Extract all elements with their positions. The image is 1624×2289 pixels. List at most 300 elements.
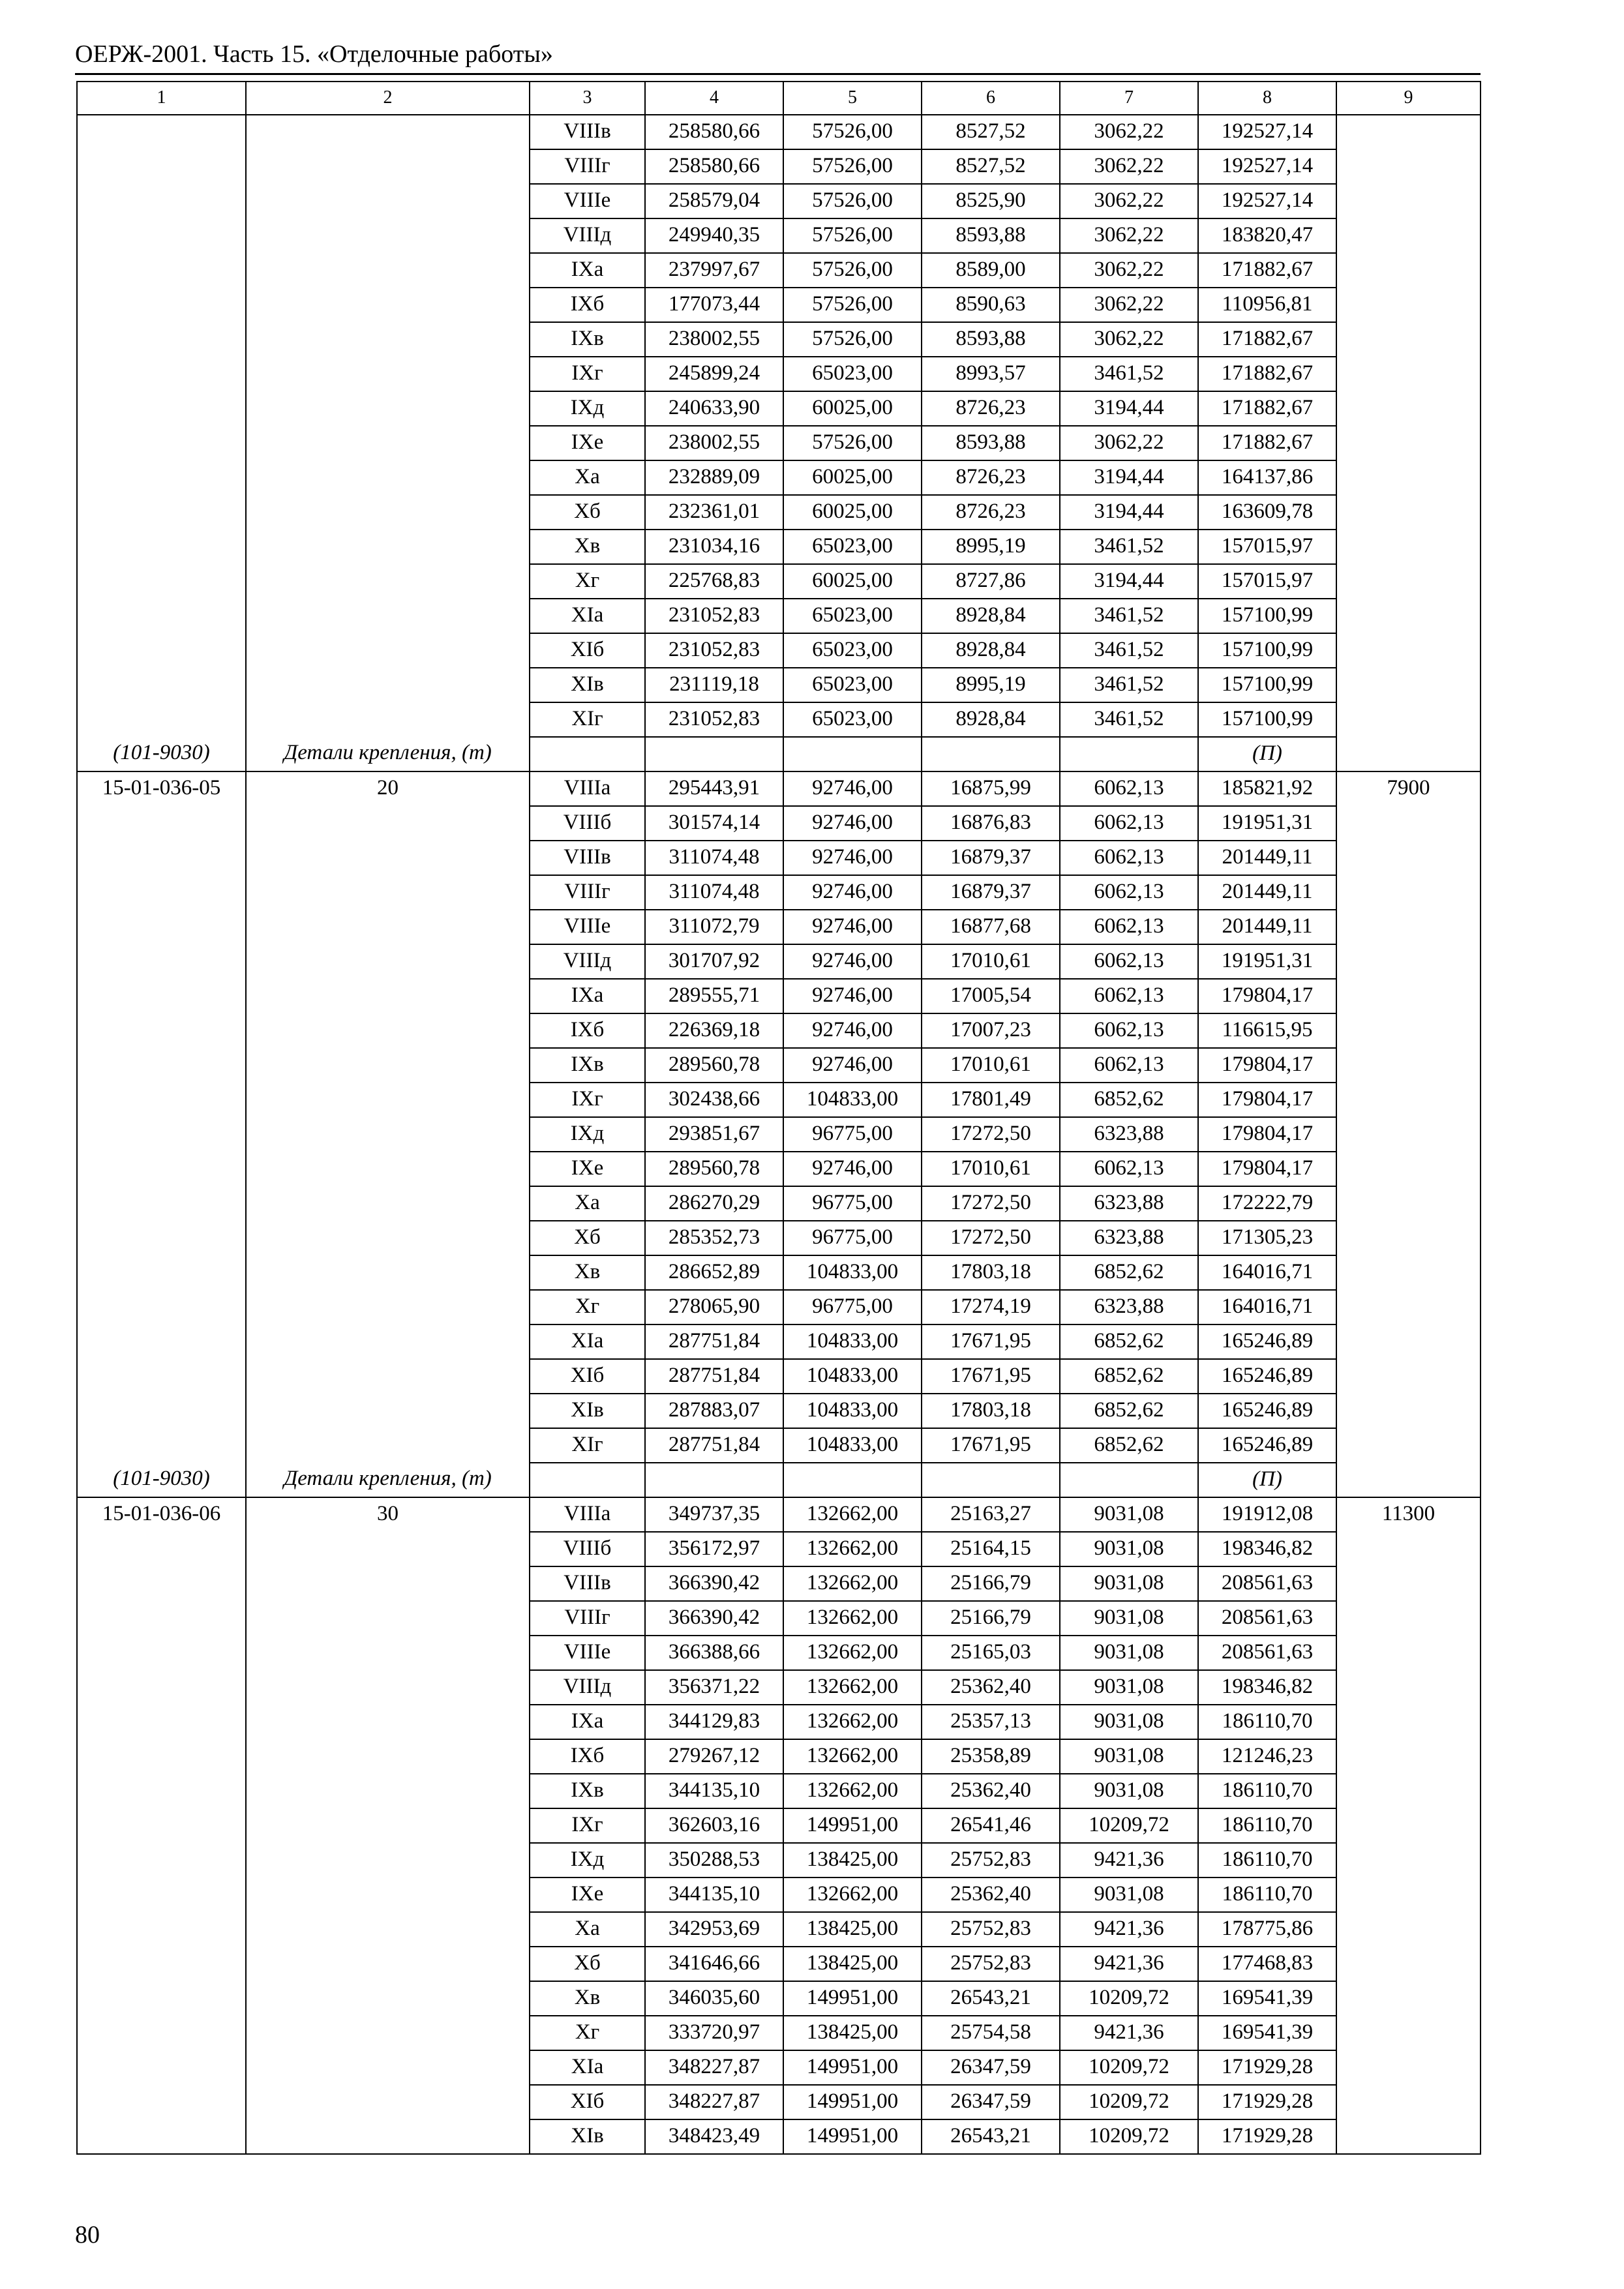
value-cell: 96775,00 <box>783 1117 922 1152</box>
value-cell: 26347,59 <box>922 2085 1060 2119</box>
table-row <box>77 1532 1481 1566</box>
value-cell: 258580,66 <box>645 115 783 149</box>
column-number: 5 <box>783 82 922 115</box>
value-cell: 121246,23 <box>1198 1739 1336 1774</box>
rate-code-cell <box>77 1359 246 1394</box>
value-cell: 177468,83 <box>1198 1947 1336 1981</box>
rates-table-body <box>77 82 1481 2154</box>
value-cell: 258579,04 <box>645 184 783 218</box>
value-cell: 132662,00 <box>783 1532 922 1566</box>
value-cell: 9031,08 <box>1060 1566 1198 1601</box>
value-cell: 198346,82 <box>1198 1532 1336 1566</box>
table-row <box>77 1912 1481 1947</box>
value-cell: 57526,00 <box>783 426 922 460</box>
value-cell: 249940,35 <box>645 218 783 253</box>
value-cell: 8593,88 <box>922 426 1060 460</box>
table-row <box>77 149 1481 184</box>
table-row <box>77 218 1481 253</box>
value-cell: 311074,48 <box>645 875 783 910</box>
value-cell: 344135,10 <box>645 1774 783 1808</box>
rate-code-cell <box>77 633 246 668</box>
table-row <box>77 460 1481 495</box>
zone-cell: IXг <box>530 357 645 391</box>
table-row <box>77 253 1481 288</box>
value-cell: 287751,84 <box>645 1428 783 1463</box>
value-cell: 311072,79 <box>645 910 783 944</box>
value-cell: 96775,00 <box>783 1221 922 1255</box>
table-row <box>77 391 1481 426</box>
material-qty-cell <box>1336 184 1481 218</box>
value-cell: 165246,89 <box>1198 1324 1336 1359</box>
value-cell: 348227,87 <box>645 2085 783 2119</box>
parameter-cell <box>246 1601 530 1636</box>
value-cell: 132662,00 <box>783 1601 922 1636</box>
value-cell: 17274,19 <box>922 1290 1060 1324</box>
value-cell: 16877,68 <box>922 910 1060 944</box>
empty-cell <box>530 737 645 771</box>
parameter-cell <box>246 288 530 322</box>
rate-code-cell <box>77 1428 246 1463</box>
value-cell: 185821,92 <box>1198 771 1336 806</box>
material-qty-cell <box>1336 564 1481 599</box>
zone-cell: IXд <box>530 1843 645 1878</box>
value-cell: 165246,89 <box>1198 1428 1336 1463</box>
parameter-cell <box>246 1359 530 1394</box>
material-qty-cell <box>1336 668 1481 702</box>
material-qty-cell <box>1336 253 1481 288</box>
table-row <box>77 668 1481 702</box>
table-row <box>77 910 1481 944</box>
material-qty-cell <box>1336 1083 1481 1117</box>
zone-cell: VIIIв <box>530 841 645 875</box>
column-number: 8 <box>1198 82 1336 115</box>
value-cell: 171929,28 <box>1198 2085 1336 2119</box>
table-row <box>77 184 1481 218</box>
value-cell: 92746,00 <box>783 910 922 944</box>
value-cell: 8726,23 <box>922 460 1060 495</box>
zone-cell: XIг <box>530 1428 645 1463</box>
value-cell: 25752,83 <box>922 1843 1060 1878</box>
material-qty-cell: 11300 <box>1336 1497 1481 1532</box>
parameter-cell <box>246 599 530 633</box>
value-cell: 201449,11 <box>1198 875 1336 910</box>
value-cell: 8928,84 <box>922 702 1060 737</box>
value-cell: 295443,91 <box>645 771 783 806</box>
value-cell: 149951,00 <box>783 1808 922 1843</box>
value-cell: 333720,97 <box>645 2016 783 2050</box>
value-cell: 178775,86 <box>1198 1912 1336 1947</box>
value-cell: 238002,55 <box>645 322 783 357</box>
value-cell: 17803,18 <box>922 1255 1060 1290</box>
rate-code-cell <box>77 357 246 391</box>
value-cell: 92746,00 <box>783 771 922 806</box>
value-cell: 350288,53 <box>645 1843 783 1878</box>
table-row <box>77 1152 1481 1186</box>
table-row <box>77 288 1481 322</box>
value-cell: 225768,83 <box>645 564 783 599</box>
parameter-cell <box>246 322 530 357</box>
rate-code-cell <box>77 1670 246 1705</box>
value-cell: 104833,00 <box>783 1255 922 1290</box>
value-cell: 344129,83 <box>645 1705 783 1739</box>
zone-cell: XIв <box>530 2119 645 2154</box>
value-cell: 171305,23 <box>1198 1221 1336 1255</box>
value-cell: 6062,13 <box>1060 979 1198 1013</box>
value-cell: 349737,35 <box>645 1497 783 1532</box>
value-cell: 6323,88 <box>1060 1117 1198 1152</box>
material-qty-cell <box>1336 115 1481 149</box>
value-cell: 26541,46 <box>922 1808 1060 1843</box>
value-cell: 25166,79 <box>922 1601 1060 1636</box>
rate-code-cell <box>77 391 246 426</box>
page-number: 80 <box>75 2221 100 2249</box>
zone-cell: XIб <box>530 633 645 668</box>
value-cell: 132662,00 <box>783 1497 922 1532</box>
value-cell: 231052,83 <box>645 599 783 633</box>
material-qty-cell <box>1336 1912 1481 1947</box>
table-row <box>77 1601 1481 1636</box>
table-row <box>77 1428 1481 1463</box>
table-row <box>77 357 1481 391</box>
rate-code-cell <box>77 253 246 288</box>
value-cell: 341646,66 <box>645 1947 783 1981</box>
zone-cell: IXд <box>530 1117 645 1152</box>
value-cell: 164016,71 <box>1198 1290 1336 1324</box>
material-qty-cell <box>1336 1186 1481 1221</box>
parameter-cell <box>246 1394 530 1428</box>
value-cell: 10209,72 <box>1060 1981 1198 2016</box>
value-cell: 9421,36 <box>1060 1912 1198 1947</box>
value-cell: 186110,70 <box>1198 1774 1336 1808</box>
value-cell: 16875,99 <box>922 771 1060 806</box>
value-cell: 245899,24 <box>645 357 783 391</box>
rate-code-cell <box>77 1532 246 1566</box>
material-qty-cell <box>1336 599 1481 633</box>
value-cell: 286270,29 <box>645 1186 783 1221</box>
value-cell: 25362,40 <box>922 1670 1060 1705</box>
value-cell: 96775,00 <box>783 1186 922 1221</box>
zone-cell: Xв <box>530 1981 645 2016</box>
parameter-cell <box>246 149 530 184</box>
value-cell: 16879,37 <box>922 875 1060 910</box>
material-qty-cell <box>1336 1843 1481 1878</box>
value-cell: 9031,08 <box>1060 1532 1198 1566</box>
material-qty-cell <box>1336 1636 1481 1670</box>
parameter-cell <box>246 1843 530 1878</box>
rate-code-cell <box>77 1324 246 1359</box>
parameter-cell <box>246 1083 530 1117</box>
table-row <box>77 1566 1481 1601</box>
page-header-title: ОЕРЖ-2001. Часть 15. «Отделочные работы» <box>75 40 553 68</box>
value-cell: 6852,62 <box>1060 1255 1198 1290</box>
zone-cell: Xб <box>530 1221 645 1255</box>
value-cell: 238002,55 <box>645 426 783 460</box>
value-cell: 26543,21 <box>922 2119 1060 2154</box>
parameter-cell <box>246 218 530 253</box>
value-cell: 26543,21 <box>922 1981 1060 2016</box>
zone-cell: XIб <box>530 2085 645 2119</box>
parameter-cell <box>246 1013 530 1048</box>
value-cell: 183820,47 <box>1198 218 1336 253</box>
value-cell: 8928,84 <box>922 633 1060 668</box>
material-qty-cell <box>1336 495 1481 530</box>
rate-code-cell <box>77 460 246 495</box>
value-cell: 138425,00 <box>783 2016 922 2050</box>
value-cell: 60025,00 <box>783 391 922 426</box>
empty-cell <box>1060 1463 1198 1497</box>
column-number: 4 <box>645 82 783 115</box>
table-row <box>77 702 1481 737</box>
parameter-cell <box>246 115 530 149</box>
rate-code-cell <box>77 1636 246 1670</box>
value-cell: 9031,08 <box>1060 1705 1198 1739</box>
rate-code-cell <box>77 1878 246 1912</box>
value-cell: 104833,00 <box>783 1359 922 1394</box>
parameter-cell <box>246 2119 530 2154</box>
value-cell: 301574,14 <box>645 806 783 841</box>
value-cell: 65023,00 <box>783 530 922 564</box>
table-row <box>77 495 1481 530</box>
value-cell: 157100,99 <box>1198 668 1336 702</box>
zone-cell: IXв <box>530 1774 645 1808</box>
value-cell: 8593,88 <box>922 218 1060 253</box>
material-name-cell: Детали крепления, (т) <box>246 1463 530 1497</box>
table-row <box>77 1774 1481 1808</box>
value-cell: 186110,70 <box>1198 1843 1336 1878</box>
value-cell: 232889,09 <box>645 460 783 495</box>
value-cell: 6062,13 <box>1060 771 1198 806</box>
rate-code-cell <box>77 149 246 184</box>
value-cell: 201449,11 <box>1198 841 1336 875</box>
rate-code-cell <box>77 1083 246 1117</box>
value-cell: 25362,40 <box>922 1774 1060 1808</box>
material-qty-cell <box>1336 1878 1481 1912</box>
value-cell: 10209,72 <box>1060 1808 1198 1843</box>
rate-code-cell <box>77 564 246 599</box>
value-cell: 171882,67 <box>1198 426 1336 460</box>
value-cell: 3461,52 <box>1060 599 1198 633</box>
rate-code-cell <box>77 1774 246 1808</box>
parameter-cell <box>246 184 530 218</box>
value-cell: 240633,90 <box>645 391 783 426</box>
value-cell: 149951,00 <box>783 2050 922 2085</box>
value-cell: 57526,00 <box>783 218 922 253</box>
zone-cell: IXе <box>530 426 645 460</box>
rate-code-cell <box>77 1394 246 1428</box>
value-cell: 192527,14 <box>1198 184 1336 218</box>
material-qty-cell <box>1336 1359 1481 1394</box>
value-cell: 3194,44 <box>1060 460 1198 495</box>
value-cell: 192527,14 <box>1198 149 1336 184</box>
material-qty-cell <box>1336 875 1481 910</box>
table-row <box>77 979 1481 1013</box>
material-qty-cell <box>1336 910 1481 944</box>
value-cell: 192527,14 <box>1198 115 1336 149</box>
value-cell: 149951,00 <box>783 2119 922 2154</box>
value-cell: 9031,08 <box>1060 1739 1198 1774</box>
value-cell: 237997,67 <box>645 253 783 288</box>
value-cell: 132662,00 <box>783 1705 922 1739</box>
value-cell: 25754,58 <box>922 2016 1060 2050</box>
parameter-cell <box>246 1947 530 1981</box>
value-cell: 179804,17 <box>1198 979 1336 1013</box>
rate-code-cell <box>77 1912 246 1947</box>
value-cell: 231119,18 <box>645 668 783 702</box>
value-cell: 132662,00 <box>783 1566 922 1601</box>
value-cell: 9031,08 <box>1060 1636 1198 1670</box>
zone-cell: XIг <box>530 702 645 737</box>
rate-code-cell: 15-01-036-06 <box>77 1497 246 1532</box>
zone-cell: XIа <box>530 1324 645 1359</box>
table-row <box>77 1739 1481 1774</box>
value-cell: 208561,63 <box>1198 1636 1336 1670</box>
value-cell: 6852,62 <box>1060 1324 1198 1359</box>
material-qty-cell <box>1336 1566 1481 1601</box>
rate-code-cell <box>77 1739 246 1774</box>
table-row <box>77 1290 1481 1324</box>
zone-cell: IXб <box>530 288 645 322</box>
rate-code-cell <box>77 2085 246 2119</box>
zone-cell: VIIIб <box>530 806 645 841</box>
table-row <box>77 2016 1481 2050</box>
value-cell: 104833,00 <box>783 1394 922 1428</box>
rate-code-cell <box>77 910 246 944</box>
zone-cell: VIIIд <box>530 944 645 979</box>
rate-code-cell <box>77 668 246 702</box>
value-cell: 171929,28 <box>1198 2050 1336 2085</box>
value-cell: 3461,52 <box>1060 702 1198 737</box>
value-cell: 8525,90 <box>922 184 1060 218</box>
value-cell: 132662,00 <box>783 1878 922 1912</box>
value-cell: 132662,00 <box>783 1774 922 1808</box>
value-cell: 57526,00 <box>783 253 922 288</box>
rates-table <box>76 81 1481 2155</box>
value-cell: 10209,72 <box>1060 2119 1198 2154</box>
table-row <box>77 944 1481 979</box>
value-cell: 104833,00 <box>783 1428 922 1463</box>
value-cell: 3062,22 <box>1060 426 1198 460</box>
zone-cell: IXб <box>530 1013 645 1048</box>
rate-code-cell <box>77 841 246 875</box>
material-qty-cell <box>1336 1117 1481 1152</box>
material-qty-cell <box>1336 1601 1481 1636</box>
value-cell: 191912,08 <box>1198 1497 1336 1532</box>
value-cell: 258580,66 <box>645 149 783 184</box>
value-cell: 179804,17 <box>1198 1048 1336 1083</box>
empty-cell <box>530 1463 645 1497</box>
parameter-cell <box>246 1912 530 1947</box>
value-cell: 366390,42 <box>645 1601 783 1636</box>
empty-cell <box>783 1463 922 1497</box>
value-cell: 6323,88 <box>1060 1290 1198 1324</box>
value-cell: 208561,63 <box>1198 1601 1336 1636</box>
value-cell: 3461,52 <box>1060 530 1198 564</box>
value-cell: 92746,00 <box>783 1152 922 1186</box>
value-cell: 3062,22 <box>1060 218 1198 253</box>
parameter-cell <box>246 1981 530 2016</box>
value-cell: 17007,23 <box>922 1013 1060 1048</box>
value-cell: 8928,84 <box>922 599 1060 633</box>
parameter-cell <box>246 391 530 426</box>
zone-cell: Xа <box>530 1186 645 1221</box>
value-cell: 6852,62 <box>1060 1428 1198 1463</box>
rate-code-cell <box>77 1947 246 1981</box>
value-cell: 362603,16 <box>645 1808 783 1843</box>
table-row <box>77 1324 1481 1359</box>
rate-code-cell <box>77 530 246 564</box>
rate-code-cell <box>77 1255 246 1290</box>
value-cell: 16879,37 <box>922 841 1060 875</box>
zone-cell: VIIIб <box>530 1532 645 1566</box>
value-cell: 179804,17 <box>1198 1117 1336 1152</box>
material-qty-cell <box>1336 2050 1481 2085</box>
material-unit-cell: (П) <box>1198 737 1336 771</box>
zone-cell: IXг <box>530 1808 645 1843</box>
zone-cell: VIIIд <box>530 218 645 253</box>
value-cell: 149951,00 <box>783 2085 922 2119</box>
parameter-cell <box>246 1428 530 1463</box>
rate-code-cell <box>77 322 246 357</box>
value-cell: 231034,16 <box>645 530 783 564</box>
value-cell: 342953,69 <box>645 1912 783 1947</box>
zone-cell: VIIIд <box>530 1670 645 1705</box>
material-qty-cell <box>1336 1324 1481 1359</box>
value-cell: 6323,88 <box>1060 1186 1198 1221</box>
table-row <box>77 806 1481 841</box>
zone-cell: VIIIе <box>530 184 645 218</box>
parameter-cell <box>246 633 530 668</box>
value-cell: 157100,99 <box>1198 633 1336 668</box>
value-cell: 60025,00 <box>783 564 922 599</box>
value-cell: 278065,90 <box>645 1290 783 1324</box>
empty-cell <box>922 1463 1060 1497</box>
zone-cell: XIа <box>530 599 645 633</box>
value-cell: 6323,88 <box>1060 1221 1198 1255</box>
value-cell: 25362,40 <box>922 1878 1060 1912</box>
value-cell: 65023,00 <box>783 599 922 633</box>
value-cell: 231052,83 <box>645 633 783 668</box>
zone-cell: Xб <box>530 1947 645 1981</box>
material-qty-cell <box>1336 979 1481 1013</box>
rate-code-cell <box>77 1186 246 1221</box>
zone-cell: VIIIг <box>530 875 645 910</box>
value-cell: 17272,50 <box>922 1186 1060 1221</box>
parameter-cell <box>246 530 530 564</box>
value-cell: 311074,48 <box>645 841 783 875</box>
material-qty-cell <box>1336 530 1481 564</box>
parameter-cell <box>246 564 530 599</box>
value-cell: 9031,08 <box>1060 1497 1198 1532</box>
value-cell: 293851,67 <box>645 1117 783 1152</box>
value-cell: 92746,00 <box>783 1013 922 1048</box>
value-cell: 289555,71 <box>645 979 783 1013</box>
value-cell: 132662,00 <box>783 1739 922 1774</box>
empty-cell <box>922 737 1060 771</box>
value-cell: 3461,52 <box>1060 668 1198 702</box>
zone-cell: IXб <box>530 1739 645 1774</box>
value-cell: 6852,62 <box>1060 1359 1198 1394</box>
zone-cell: IXа <box>530 1705 645 1739</box>
value-cell: 60025,00 <box>783 460 922 495</box>
zone-cell: Xг <box>530 2016 645 2050</box>
value-cell: 3194,44 <box>1060 495 1198 530</box>
value-cell: 57526,00 <box>783 184 922 218</box>
zone-cell: IXд <box>530 391 645 426</box>
parameter-cell <box>246 2016 530 2050</box>
value-cell: 6062,13 <box>1060 806 1198 841</box>
material-name-cell: Детали крепления, (т) <box>246 737 530 771</box>
value-cell: 8589,00 <box>922 253 1060 288</box>
